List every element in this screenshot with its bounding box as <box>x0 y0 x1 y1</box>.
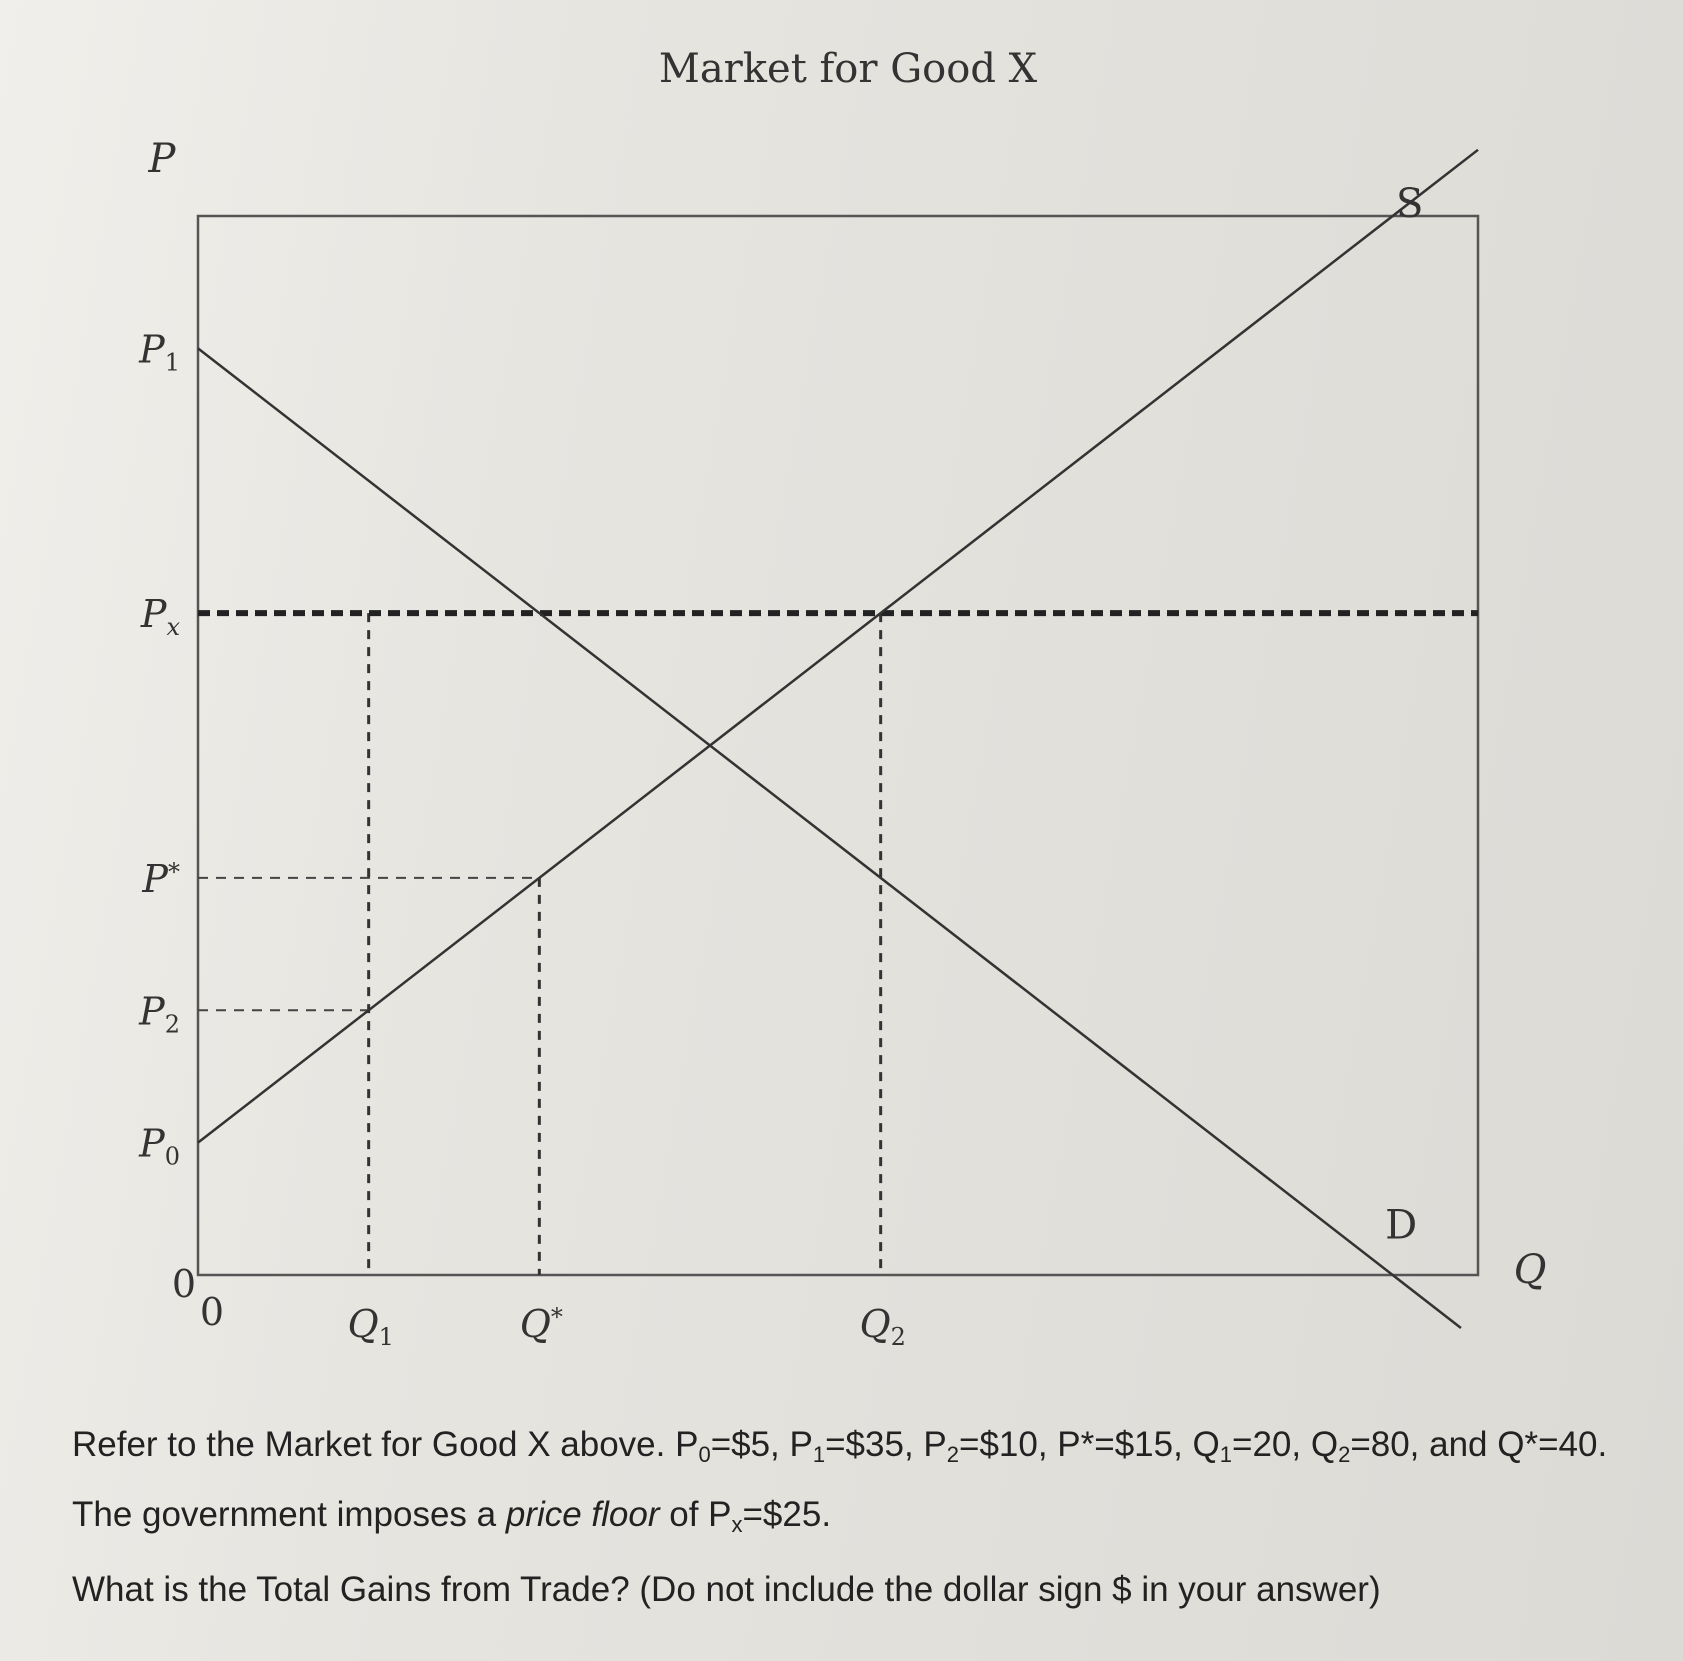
x-tick-label-q1: $Q_1$ <box>347 1302 394 1351</box>
y-tick-label-p1: $P_1$ <box>139 327 180 377</box>
y-tick-label-p0: $P_0$ <box>139 1121 180 1171</box>
x-tick-label-q2: $Q_2$ <box>859 1302 906 1351</box>
plot-frame <box>198 216 1478 1275</box>
y-tick-label-px: $P_x$ <box>140 592 180 642</box>
origin-y-label: 0 <box>171 1262 197 1306</box>
y-axis-label: P <box>148 136 176 182</box>
chart-title: Market for Good X <box>658 46 1038 92</box>
y-tick-label-p2: $P_2$ <box>139 989 180 1039</box>
chart-marks <box>138 150 1478 1351</box>
supply-label: S <box>1396 180 1424 227</box>
question-text: Refer to the Market for Good X above. $P_0=\$5$, $P_1=\$35$, $P_2=\$10$, P*=$15, $Q_1=20$, $Q_2=80$, and Q*=40. The government imposes a price floor of $P_x=\$25$. <box>72 1425 1608 1537</box>
x-axis-label: Q <box>1513 1247 1547 1293</box>
supply-line <box>198 150 1478 1143</box>
origin-x-label: 0 <box>199 1290 225 1334</box>
demand-label: D <box>1385 1202 1418 1249</box>
question-prompt: What is the Total Gains from Trade? (Do not include the dollar sign $ in your answer) <box>72 1570 1381 1609</box>
demand-line <box>198 348 1461 1328</box>
y-tick-label-p-star: P* <box>142 856 180 901</box>
x-tick-label-q-star: Q* <box>519 1302 563 1346</box>
